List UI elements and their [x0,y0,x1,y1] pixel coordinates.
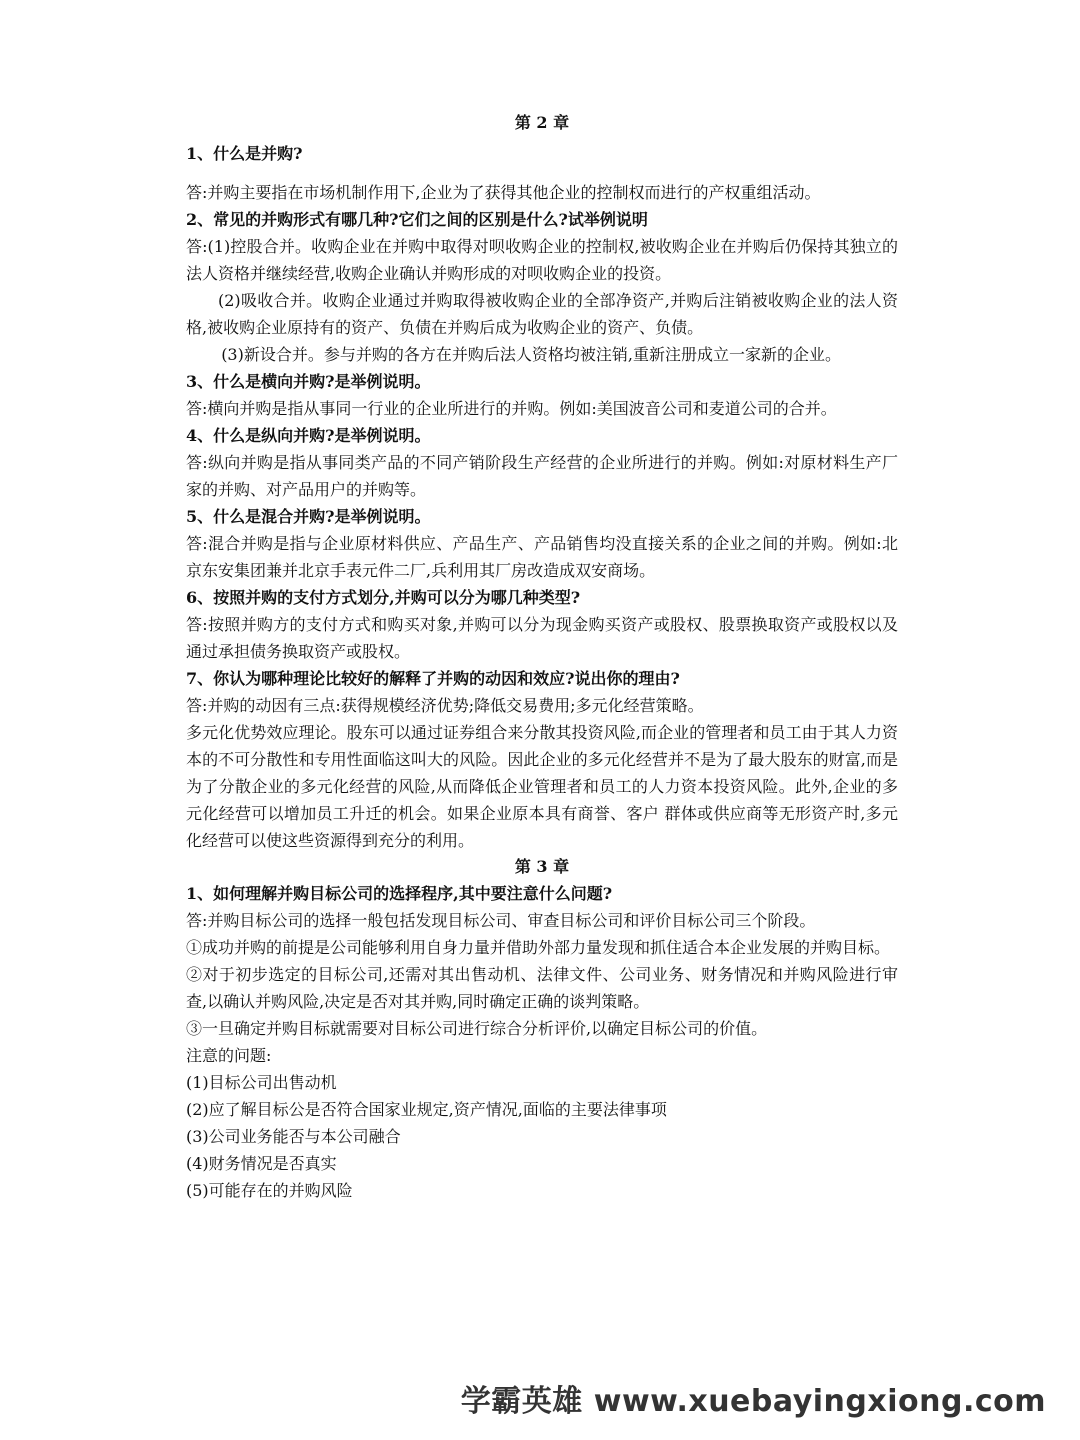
ch2-answer-1: 答:并购主要指在市场机制作用下,企业为了获得其他企业的控制权而进行的产权重组活动。 [186,183,821,202]
ch2-question-5: 5、什么是混合并购?是举例说明。 [186,507,431,526]
ch3-question-1: 1、如何理解并购目标公司的选择程序,其中要注意什么问题? [186,884,613,903]
ch2-answer-2-part-2: (2)吸收合并。收购企业通过并购取得被收购企业的全部净资产,并购后注销被收购企业的法人资格,被收购企业原持有的资产、负债在并购后成为收购企业的资产、负债。 [186,291,898,337]
ch3-note-item: (2)应了解目标公是否符合国家业规定,资产情况,面临的主要法律事项 [186,1100,667,1119]
ch2-question-3: 3、什么是横向并购?是举例说明。 [186,372,431,391]
ch3-note-item: (1)目标公司出售动机 [186,1073,337,1092]
ch3-answer-intro: 答:并购目标公司的选择一般包括发现目标公司、审查目标公司和评价目标公司三个阶段。 [186,911,816,930]
chapter-3-title: 第 3 章 [514,857,570,876]
ch2-question-1: 1、什么是并购? [186,144,303,163]
ch3-answer-step-1: ①成功并购的前提是公司能够利用自身力量并借助外部力量发现和抓住适合本企业发展的并购目标。 [186,938,891,957]
ch2-answer-2-part-3: (3)新设合并。参与并购的各方在并购后法人资格均被注销,重新注册成立一家新的企业。 [221,345,841,364]
ch2-question-6: 6、按照并购的支付方式划分,并购可以分为哪几种类型? [186,588,581,607]
ch2-answer-4: 答:纵向并购是指从事同类产品的不同产销阶段生产经营的企业所进行的并购。例如:对原材料生产厂家的并购、对产品用户的并购等。 [186,453,898,499]
chapter-2-title: 第 2 章 [514,113,570,132]
document-page [186,110,898,1204]
ch2-answer-7-part-2: 多元化优势效应理论。股东可以通过证券组合来分散其投资风险,而企业的管理者和员工由于其人力资本的不可分散性和专用性面临这叫大的风险。因此企业的多元化经营并不是为了最大股东的财富,而是为了分散企业的多元化经营的风险,从而降低企业管理者和员工的人力资本投资风险。此外,企业的多元化经营可以增加员工升迁的机会。如果企业原本具有商誉、客户 群体或供应商等无形资产时,多元化经营可以使这些资源得到充分的利用。 [186,723,898,850]
ch2-question-2: 2、常见的并购形式有哪几种?它们之间的区别是什么?试举例说明 [186,210,648,229]
ch3-note-item: (5)可能存在的并购风险 [186,1181,353,1200]
watermark: 学霸英雄 www.xuebayingxiong.com [460,1384,1046,1419]
ch3-note-item: (3)公司业务能否与本公司融合 [186,1127,401,1146]
ch2-answer-3: 答:横向并购是指从事同一行业的企业所进行的并购。例如:美国波音公司和麦道公司的合并。 [186,399,837,418]
ch3-answer-step-3: ③一旦确定并购目标就需要对目标公司进行综合分析评价,以确定目标公司的价值。 [186,1019,768,1038]
ch3-note-item: (4)财务情况是否真实 [186,1154,337,1173]
ch2-question-7: 7、你认为哪种理论比较好的解释了并购的动因和效应?说出你的理由? [186,669,680,688]
ch2-answer-2-part-1: 答:(1)控股合并。收购企业在并购中取得对呗收购企业的控制权,被收购企业在并购后仍保持其独立的法人资格并继续经营,收购企业确认并购形成的对呗收购企业的投资。 [186,237,898,283]
ch2-question-4: 4、什么是纵向并购?是举例说明。 [186,426,431,445]
ch3-answer-step-2: ②对于初步选定的目标公司,还需对其出售动机、法律文件、公司业务、财务情况和并购风险进行审查,以确认并购风险,决定是否对其并购,同时确定正确的谈判策略。 [186,965,898,1011]
ch3-notes-label: 注意的问题: [186,1046,272,1065]
ch2-answer-7-part-1: 答:并购的动因有三点:获得规模经济优势;降低交易费用;多元化经营策略。 [186,696,704,715]
ch2-answer-5: 答:混合并购是指与企业原材料供应、产品生产、产品销售均没直接关系的企业之间的并购。例如:北京东安集团兼并北京手表元件二厂,兵利用其厂房改造成双安商场。 [186,534,898,580]
ch2-answer-6: 答:按照并购方的支付方式和购买对象,并购可以分为现金购买资产或股权、股票换取资产或股权以及通过承担债务换取资产或股权。 [186,615,898,661]
